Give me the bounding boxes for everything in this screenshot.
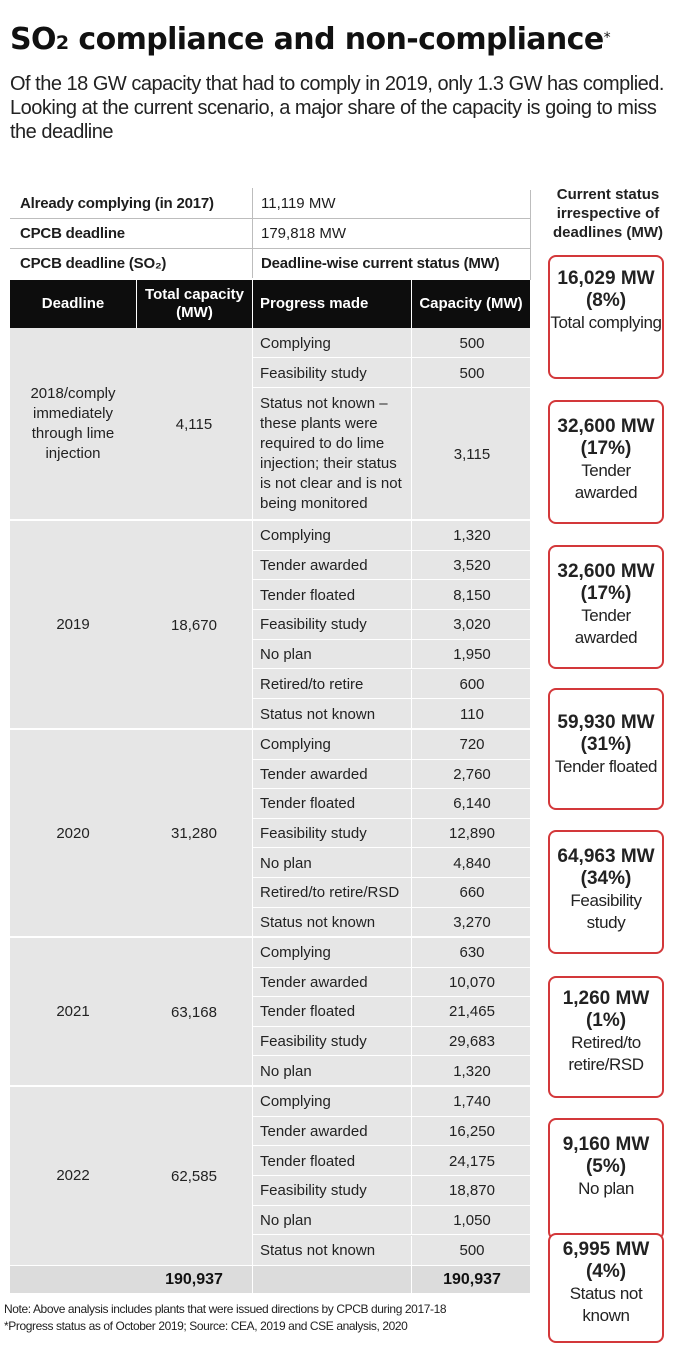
card-value: 6,995 MW (4%) (562, 1239, 650, 1282)
card-value: 32,600 MW (17%) (557, 561, 655, 604)
status-card-status-not-known (548, 1233, 664, 1343)
capacity-sum: 190,937 (443, 1270, 501, 1288)
info-label: CPCB deadline (SO₂) (20, 255, 167, 272)
card-label: No plan (578, 1179, 634, 1198)
table-row: Tender floated 21,465 (253, 997, 530, 1027)
table-row: Complying 500 (253, 328, 530, 358)
info-row-cpcb-deadline (10, 218, 530, 248)
status-card-tender-floated (548, 688, 664, 810)
table-header (10, 280, 530, 328)
table-row: Tender awarded 3,520 (253, 551, 530, 581)
card-value: 64,963 MW (34%) (557, 846, 655, 889)
card-value: 9,160 MW (5%) (562, 1134, 650, 1177)
title-asterisk: * (603, 30, 610, 46)
table-group-2019 (10, 521, 530, 729)
table-row: Complying 630 (253, 938, 530, 968)
card-label: Feasibility study (570, 891, 642, 932)
table-row: Retired/to retire/RSD 660 (253, 878, 530, 908)
status-card-no-plan (548, 1118, 664, 1240)
table-row: Feasibility study 29,683 (253, 1027, 530, 1057)
table-row: Status not known 110 (253, 699, 530, 729)
table-row: No plan 4,840 (253, 848, 530, 878)
card-label: Total complying (550, 313, 662, 332)
status-card-tender-awarded-2 (548, 545, 664, 669)
table-row: Feasibility study 12,890 (253, 819, 530, 849)
info-row-already-complying (10, 188, 530, 218)
group-total-capacity: 18,670 (171, 616, 217, 634)
info-value: 179,818 MW (261, 225, 347, 242)
page-subtitle: Of the 18 GW capacity that had to comply in 2019, only 1.3 GW has complied. Looking at the current scenario, a major share of the capacity is going to miss the deadline (10, 73, 664, 143)
table-row: No plan 1,050 (253, 1206, 530, 1236)
status-card-tender-awarded (548, 400, 664, 524)
group-total-capacity: 62,585 (171, 1167, 217, 1185)
table-row: Tender awarded 16,250 (253, 1117, 530, 1147)
info-value: 11,119 MW (261, 195, 336, 212)
table-row: Complying 720 (253, 730, 530, 760)
group-deadline: 2020 (56, 824, 90, 842)
group-deadline: 2022 (56, 1167, 90, 1184)
card-label: Tender floated (554, 757, 658, 776)
table-row: Status not known – these plants were required to do lime injection; their status is not clear and is not being monitored 3,115 (253, 388, 530, 520)
group-total-capacity: 63,168 (171, 1003, 217, 1021)
info-value: Deadline-wise current status (MW) (261, 255, 500, 272)
status-card-feasibility-study (548, 830, 664, 954)
table-row: Tender floated 6,140 (253, 789, 530, 819)
table-row: Tender awarded 2,760 (253, 760, 530, 790)
table-row: Tender floated 8,150 (253, 580, 530, 610)
info-label: CPCB deadline (20, 225, 125, 242)
footnote: Note: Above analysis includes plants that were issued directions by CPCB during 2017-18 (4, 1302, 447, 1316)
card-value: 32,600 MW (17%) (557, 416, 655, 459)
card-label: Tender awarded (574, 461, 638, 502)
table-row: Tender awarded 10,070 (253, 968, 530, 998)
status-card-retired (548, 976, 664, 1098)
card-label: Retired/to retire/RSD (568, 1033, 644, 1074)
table-row: Complying 1,740 (253, 1087, 530, 1117)
table-row: Feasibility study 18,870 (253, 1176, 530, 1206)
info-label: Already complying (in 2017) (20, 195, 214, 212)
table-row: Complying 1,320 (253, 521, 530, 551)
status-card-total-complying (548, 255, 664, 379)
table-row: Feasibility study 500 (253, 358, 530, 388)
card-value: 59,930 MW (31%) (557, 712, 655, 755)
group-total-capacity: 31,280 (171, 825, 217, 842)
group-total-capacity: 4,115 (175, 415, 213, 433)
table-row: No plan 1,950 (253, 640, 530, 670)
card-label: Tender awarded (574, 606, 638, 647)
header-capacity: Capacity (MW) (419, 295, 523, 312)
table-row: Status not known 500 (253, 1236, 530, 1266)
table-total-row (10, 1266, 530, 1293)
table-row: Retired/to retire 600 (253, 670, 530, 700)
table-row: Feasibility study 3,020 (253, 610, 530, 640)
page-title: SO2 compliance and non-compliance* (10, 22, 610, 57)
group-deadline: 2019 (56, 616, 90, 633)
status-panel-heading: Current status irrespective of deadlines (MW) (552, 186, 663, 241)
card-value: 16,029 MW (8%) (557, 268, 655, 311)
table-row: Tender floated 24,175 (253, 1146, 530, 1176)
source-note: *Progress status as of October 2019; Source: CEA, 2019 and CSE analysis, 2020 (4, 1319, 408, 1333)
header-deadline: Deadline (41, 295, 105, 312)
info-row-cpcb-deadline-so2 (10, 248, 530, 278)
table-group-2018 (10, 328, 530, 520)
table-group-2021 (10, 938, 530, 1086)
card-value: 1,260 MW (1%) (562, 988, 650, 1031)
card-label: Status not known (569, 1284, 643, 1325)
total-capacity-sum: 190,937 (165, 1270, 223, 1288)
table-row: No plan 1,320 (253, 1056, 530, 1086)
header-total-capacity: Total capacity (MW) (145, 286, 244, 321)
table-row: Status not known 3,270 (253, 908, 530, 937)
table-group-2020 (10, 730, 530, 937)
group-deadline: 2018/comply immediately through lime injection (30, 385, 116, 462)
header-progress-made: Progress made (260, 295, 369, 312)
table-group-2022 (10, 1087, 530, 1265)
group-deadline: 2021 (56, 1003, 90, 1020)
